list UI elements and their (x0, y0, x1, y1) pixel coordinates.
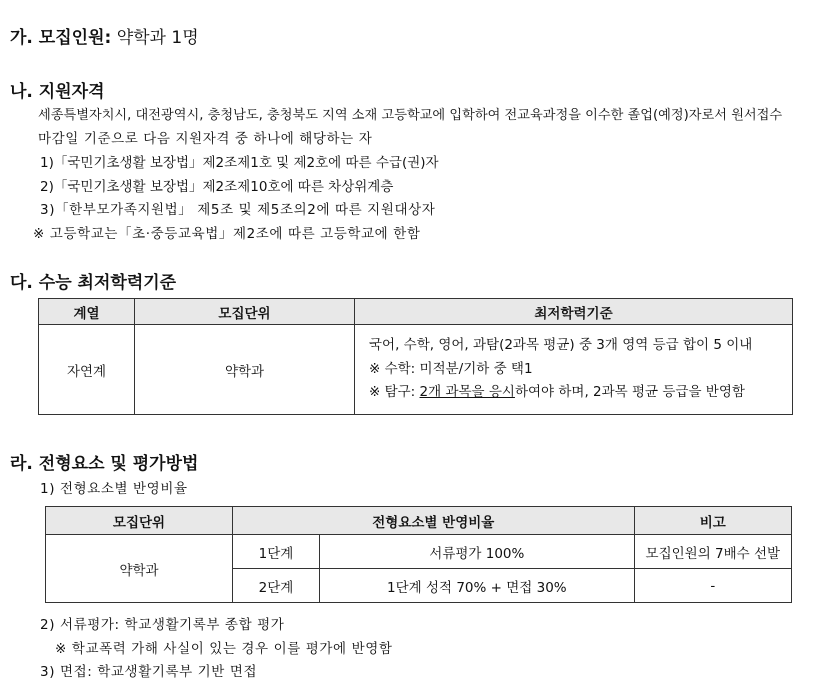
section-ga-heading (10, 23, 199, 48)
cell-field: 자연계 (39, 325, 135, 415)
section-ga-title: 가. 모집인원 (10, 28, 105, 48)
header-field: 계열 (39, 299, 135, 325)
min-score-line-3-suffix: 하여야 하며, 2과목 평균 등급을 반영함 (514, 384, 745, 401)
header-remarks: 비고 (634, 507, 791, 535)
header-ratio: 전형요소별 반영비율 (233, 507, 635, 535)
ratio-subheading: 1) 전형요소별 반영비율 (40, 481, 188, 497)
section-da-title: 다. 수능 최저학력기준 (10, 273, 177, 293)
cell-unit: 약학과 (135, 325, 355, 415)
section-ga-value: 약학과 1명 (111, 28, 199, 48)
eligibility-note: ※ 고등학교는「초·중등교육법」제2조에 따른 고등학교에 한함 (33, 226, 421, 242)
interview-line: 3) 면접: 학교생활기록부 기반 면접 (40, 664, 258, 680)
cell-stage-2: 2단계 (233, 569, 320, 603)
header-unit: 모집단위 (135, 299, 355, 325)
header-recruit-unit: 모집단위 (46, 507, 233, 535)
cell-min-score (355, 325, 793, 415)
min-score-underlined: 2개 과목을 응시 (419, 384, 515, 401)
document-eval-note: ※ 학교폭력 가해 사실이 있는 경우 이를 평가에 반영함 (55, 641, 393, 657)
section-ra-title: 라. 전형요소 및 평가방법 (10, 454, 199, 474)
document-eval-line: 2) 서류평가: 학교생활기록부 종합 평가 (40, 617, 285, 633)
cell-ratio-2: 1단계 성적 70% + 면접 30% (320, 569, 635, 603)
header-min-score: 최저학력기준 (355, 299, 793, 325)
min-score-line-3 (369, 381, 792, 405)
eligibility-intro-line2: 마감일 기준으로 다음 지원자격 중 하나에 해당하는 자 (38, 131, 373, 147)
cell-ratio-1: 서류평가 100% (320, 535, 635, 569)
cell-recruit-unit: 약학과 (46, 535, 233, 603)
cell-remarks-1: 모집인원의 7배수 선발 (634, 535, 791, 569)
eligibility-item-3: 3)「한부모가족지원법」 제5조 및 제5조의2에 따른 지원대상자 (40, 202, 436, 218)
ratio-table (45, 506, 792, 603)
eligibility-item-1: 1)「국민기초생활 보장법」제2조제1호 및 제2호에 따른 수급(권)자 (40, 155, 439, 171)
section-na-title: 나. 지원자격 (10, 82, 105, 102)
min-score-table (38, 298, 793, 415)
cell-stage-1: 1단계 (233, 535, 320, 569)
min-score-line-2: ※ 수학: 미적분/기하 중 택1 (369, 360, 533, 377)
eligibility-item-2: 2)「국민기초생활 보장법」제2조제10호에 따른 차상위계층 (40, 179, 394, 195)
min-score-line-1: 국어, 수학, 영어, 과탐(2과목 평균) 중 3개 영역 등급 합이 5 이내 (369, 337, 753, 354)
min-score-line-3-prefix: ※ 탐구: (369, 384, 420, 401)
section-ga-colon: : (104, 28, 112, 48)
cell-remarks-2: - (634, 569, 791, 603)
eligibility-intro-line1: 세종특별자치시, 대전광역시, 충청남도, 충청북도 지역 소재 고등학교에 입학하여 전교육과정을 이수한 졸업(예정)자로서 원서접수 (38, 108, 783, 123)
